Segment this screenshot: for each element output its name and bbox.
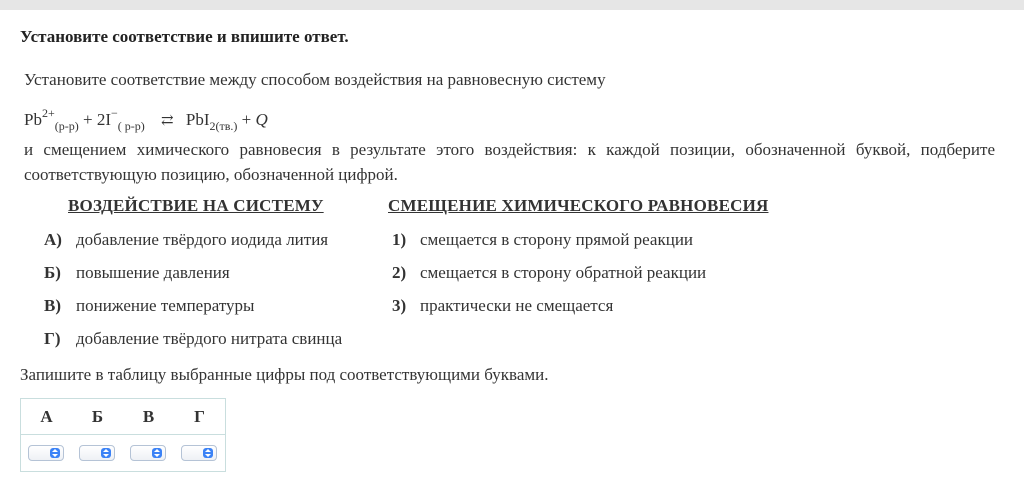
left-item-text: повышение давления — [76, 263, 230, 282]
right-column-header: СМЕЩЕНИЕ ХИМИЧЕСКОГО РАВНОВЕСИЯ — [388, 196, 769, 215]
right-item-3 — [392, 296, 613, 316]
right-item-text: смещается в сторону прямой реакции — [420, 230, 694, 249]
eq-plus-q: + — [241, 110, 256, 129]
eq-ion2-charge: − — [111, 106, 118, 120]
right-item-text: смещается в сторону обратной реакции — [420, 263, 707, 282]
updown-chevron-icon — [152, 448, 162, 458]
task-title: Установите соответствие и впишите ответ. — [20, 27, 349, 46]
eq-product: PbI — [185, 110, 210, 129]
task-description: и смещением химического равновесия в результате этого воздействия: к каждой позиции, обозначенной буквой, подберите соответствующую позицию, обозначенной цифрой. — [24, 140, 995, 184]
left-item-mark: В) — [44, 296, 61, 315]
left-item-text: понижение температуры — [76, 296, 255, 315]
answer-header-a: А — [40, 407, 53, 426]
left-item-text: добавление твёрдого нитрата свинца — [76, 329, 343, 348]
left-item-g — [44, 329, 342, 349]
updown-chevron-icon — [101, 448, 111, 458]
right-item-2 — [392, 263, 706, 283]
right-item-mark: 2) — [392, 263, 407, 282]
answer-header-v: В — [142, 407, 155, 426]
equilibrium-arrow-icon: ⇄ — [161, 113, 174, 129]
updown-chevron-icon — [203, 448, 213, 458]
answer-select-v[interactable] — [130, 445, 166, 461]
answer-select-a[interactable] — [28, 445, 64, 461]
eq-product-sub: 2(тв.) — [209, 119, 238, 133]
eq-ion2-state: ( р-р) — [117, 119, 145, 133]
left-item-b — [44, 263, 230, 283]
left-column-header: ВОЗДЕЙСТВИЕ НА СИСТЕМУ — [68, 196, 324, 215]
left-item-text: добавление твёрдого иодида лития — [76, 230, 329, 249]
left-item-a — [44, 230, 328, 250]
answer-table — [20, 398, 226, 472]
right-item-mark: 1) — [392, 230, 407, 249]
top-bar — [0, 0, 1024, 10]
left-item-mark: Г) — [44, 329, 61, 348]
answer-header-g: Г — [194, 407, 205, 426]
answer-select-g[interactable] — [181, 445, 217, 461]
left-item-v — [44, 296, 254, 316]
task-intro: Установите соответствие между способом воздействия на равновесную систему — [24, 70, 606, 89]
answer-header-b: Б — [91, 407, 104, 426]
answer-select-b[interactable] — [79, 445, 115, 461]
right-item-1 — [392, 230, 693, 250]
eq-ion1: Pb — [24, 110, 42, 129]
answer-instruction: Запишите в таблицу выбранные цифры под соответствующими буквами. — [20, 365, 549, 384]
eq-ion1-charge: 2+ — [41, 106, 55, 120]
updown-chevron-icon — [50, 448, 60, 458]
right-item-text: практически не смещается — [420, 296, 614, 315]
eq-q: Q — [255, 110, 268, 129]
eq-ion1-state: (р-р) — [54, 119, 79, 133]
left-item-mark: Б) — [44, 263, 61, 282]
left-item-mark: А) — [44, 230, 62, 249]
reaction-equation — [24, 106, 268, 134]
right-item-mark: 3) — [392, 296, 407, 315]
eq-plus-iodide: + 2I — [83, 110, 111, 129]
answer-header-row — [21, 399, 225, 435]
